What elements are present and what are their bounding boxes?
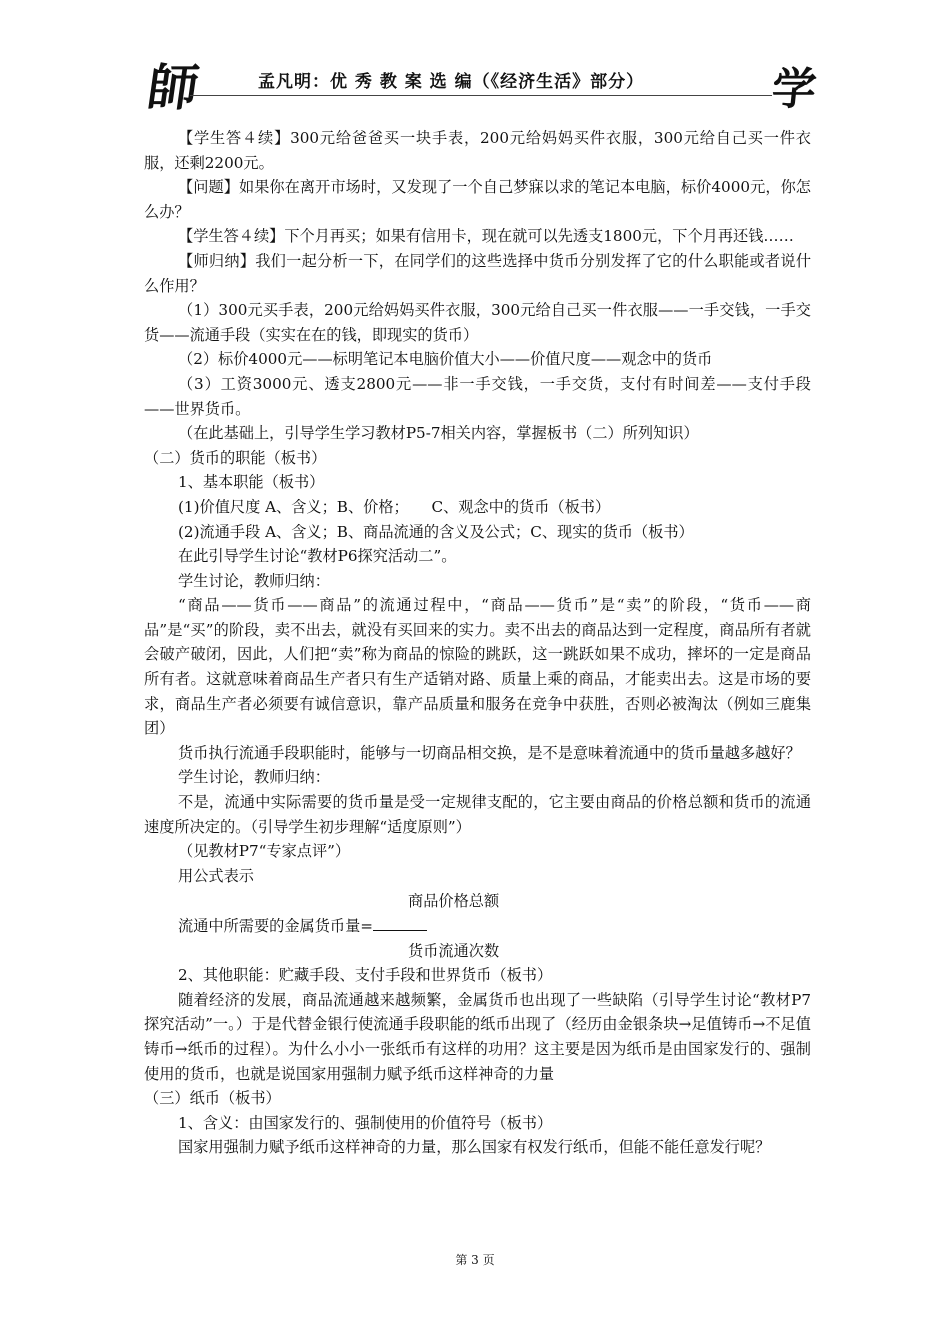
- paragraph: 【师归纳】我们一起分析一下，在同学们的这些选择中货币分别发挥了它的什么职能或者说什么作用？: [144, 251, 811, 295]
- section-heading: （三）纸币（板书）: [144, 1089, 281, 1108]
- formula: [144, 889, 811, 963]
- paragraph: （2）标价4000元——标明笔记本电脑价值大小——价值尺度——观念中的货币: [178, 350, 713, 369]
- paragraph: (1)价值尺度 A、含义；B、价格； C、观念中的货币（板书）: [178, 497, 611, 516]
- subsection-heading: 1、基本职能（板书）: [178, 473, 325, 492]
- paragraph: 【学生答４续】下个月再买；如果有信用卡，现在就可以先透支1800元，下个月再还钱……: [178, 227, 794, 246]
- paragraph: (2)流通手段 A、含义；B、商品流通的含义及公式；C、现实的货币（板书）: [178, 522, 694, 541]
- paragraph: 不是，流通中实际需要的货币量是受一定规律支配的，它主要由商品的价格总额和货币的流通速度所决定的。（引导学生初步理解“适度原则”）: [144, 793, 811, 836]
- paragraph: 【学生答４续】300元给爸爸买一块手表，200元给妈妈买件衣服，300元给自己买一件衣服，还剩2200元。: [144, 129, 811, 172]
- section-heading: （二）货币的职能（板书）: [144, 448, 327, 467]
- formula-denominator: 货币流通次数: [408, 941, 500, 960]
- header-title: 孟凡明：优 秀 教 案 选 编（《经济生活》部分）: [258, 72, 645, 92]
- document-body: [144, 126, 811, 1160]
- header-calligraphy-right: 学: [769, 64, 819, 115]
- header-divider: [190, 95, 772, 96]
- paragraph: （在此基础上，引导学生学习教材P5-7相关内容，掌握板书（二）所列知识）: [178, 424, 699, 443]
- subsection-heading: 2、其他职能：贮藏手段、支付手段和世界货币（板书）: [178, 966, 553, 985]
- paragraph: 随着经济的发展，商品流通越来越频繁，金属货币也出现了一些缺陷（引导学生讨论“教材P7探究活动”一。）于是代替金银行使流通手段职能的纸币出现了（经历由金银条块→足值铸币→不足值铸币→纸币的过程）。为什么小小一张纸币有这样的功用？这主要是因为纸币是由国家发行的、强制使用的货币，也就是说国家用强制力赋予纸币这样神奇的力量: [144, 990, 811, 1083]
- paragraph: 学生讨论，教师归纳：: [178, 768, 330, 787]
- paragraph: （1）300元买手表，200元给妈妈买件衣服，300元给自己买一件衣服——一手交钱，一手交货——流通手段（实实在在的钱，即现实的货币）: [144, 301, 811, 344]
- formula-lhs: 流通中所需要的金属货币量=: [178, 917, 373, 935]
- paragraph: 【问题】如果你在离开市场时，又发现了一个自己梦寐以求的笔记本电脑，标价4000元，你怎么办？: [144, 178, 811, 221]
- header-calligraphy-left: 師: [143, 58, 203, 117]
- formula-numerator: 商品价格总额: [408, 892, 500, 911]
- paragraph: 在此引导学生讨论“教材P6探究活动二”。: [178, 547, 457, 566]
- paragraph: 1、含义：由国家发行的、强制使用的价值符号（板书）: [178, 1113, 553, 1132]
- paragraph: 国家用强制力赋予纸币这样神奇的力量，那么国家有权发行纸币，但能不能任意发行呢？: [178, 1138, 771, 1157]
- fraction-bar: [373, 916, 427, 931]
- paragraph: 学生讨论，教师归纳：: [178, 571, 330, 590]
- paragraph: 货币执行流通手段职能时，能够与一切商品相交换，是不是意味着流通中的货币量越多越好？: [178, 743, 801, 762]
- paragraph: “商品——货币——商品”的流通过程中，“商品——货币”是“卖”的阶段，“货币——商品”是“买”的阶段，卖不出去，就没有买回来的实力。卖不出去的商品达到一定程度，商品所有者就会破产破闭，因此，人们把“卖”称为商品的惊险的跳跃，这一跳跃如果不成功，摔坏的一定是商品所有者。这就意味着商品生产者只有生产适销对路、质量上乘的商品，才能卖出去。这是市场的要求，商品生产者必须要有诚信意识，靠产品质量和服务在竞争中获胜，否则必被淘汰（例如三鹿集团）: [144, 596, 811, 738]
- paragraph: 用公式表示: [178, 866, 254, 885]
- paragraph: （3）工资3000元、透支2800元——非一手交钱，一手交货，支付有时间差——支付手段——世界货币。: [144, 374, 811, 418]
- paragraph: （见教材P7“专家点评”）: [178, 842, 351, 861]
- formula-row: [144, 914, 811, 939]
- page-number: 第 3 页: [455, 1253, 495, 1267]
